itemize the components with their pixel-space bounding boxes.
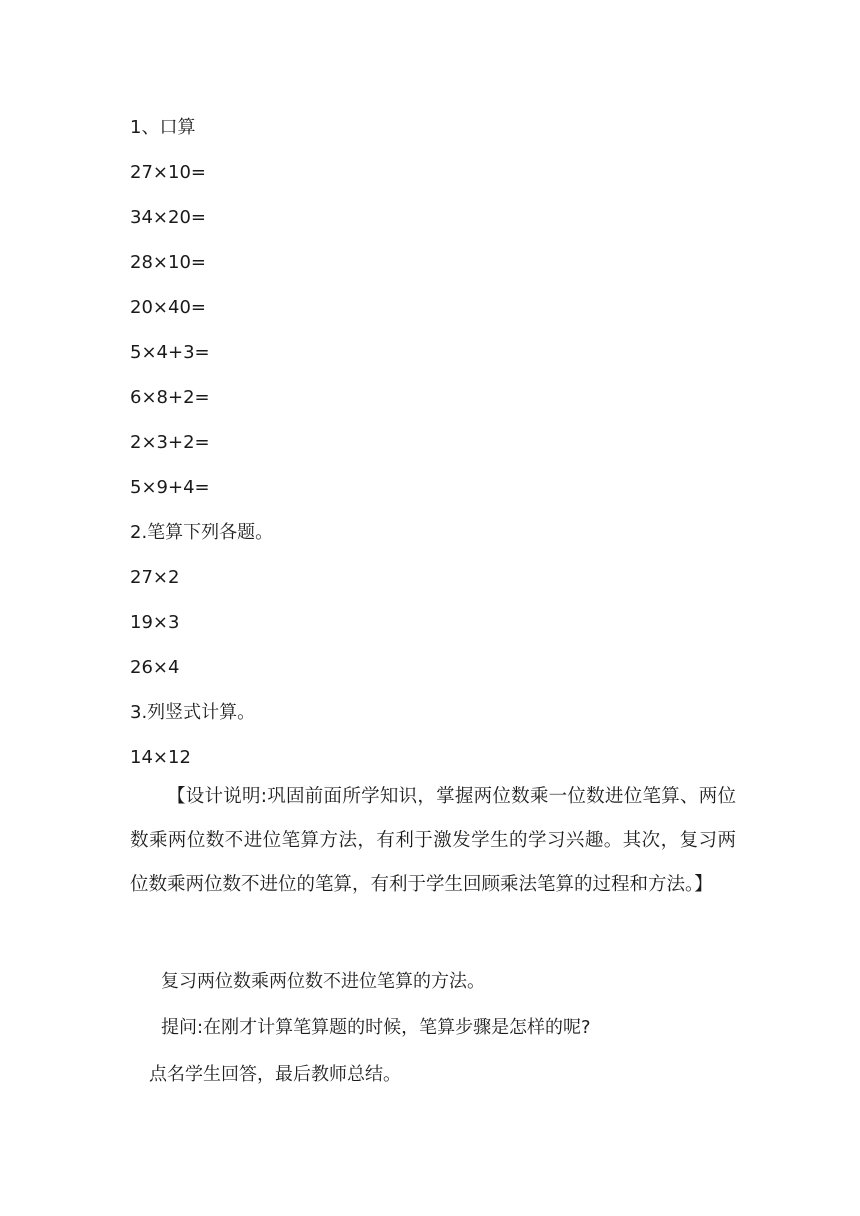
review-line: 复习两位数乘两位数不进位笔算的方法。 xyxy=(161,971,485,992)
oral-calc-item-6: 6×8+2= xyxy=(130,387,210,408)
oral-calc-item-8: 5×9+4= xyxy=(130,477,210,498)
oral-calc-item-4: 20×40= xyxy=(130,297,206,318)
written-calc-item-3: 26×4 xyxy=(130,657,180,678)
oral-calc-item-2: 34×20= xyxy=(130,207,206,228)
section-3-heading: 3.列竖式计算。 xyxy=(130,702,256,723)
section-1-heading: 1、口算 xyxy=(130,117,196,138)
oral-calc-item-7: 2×3+2= xyxy=(130,432,210,453)
oral-calc-item-3: 28×10= xyxy=(130,252,206,273)
question-line: 提问:在刚才计算笔算题的时候，笔算步骤是怎样的呢? xyxy=(161,1017,591,1038)
written-calc-item-1: 27×2 xyxy=(130,567,180,588)
vertical-calc-item-1: 14×12 xyxy=(130,747,191,768)
design-note-paragraph: 【设计说明:巩固前面所学知识，掌握两位数乘一位数进位笔算、两位数乘两位数不进位笔算方法，有利于激发学生的学习兴趣。其次，复习两位数乘两位数不进位的笔算，有利于学生回顾乘法笔算的过程和方法。】 xyxy=(130,786,736,895)
summary-line: 点名学生回答，最后教师总结。 xyxy=(149,1064,401,1085)
written-calc-item-2: 19×3 xyxy=(130,612,180,633)
section-2-heading: 2.笔算下列各题。 xyxy=(130,522,274,543)
oral-calc-item-1: 27×10= xyxy=(130,162,206,183)
oral-calc-item-5: 5×4+3= xyxy=(130,342,210,363)
